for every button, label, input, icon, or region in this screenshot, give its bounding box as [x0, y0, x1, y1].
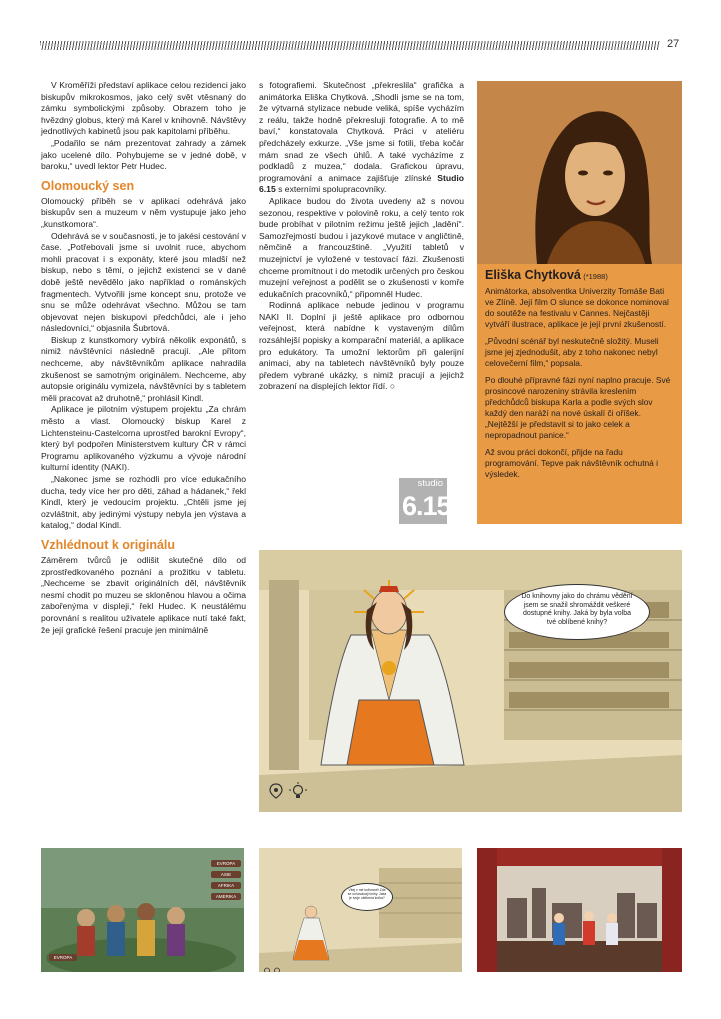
menu-item-america[interactable]: AMERIKA	[211, 893, 241, 900]
map-pin-icon[interactable]	[263, 962, 271, 970]
column-1	[41, 80, 246, 636]
paragraph-text: Rodinná aplikace nebude jedinou v programu NAKI II. Doplní ji ještě aplikace pro odbornou veřejnost, která nabídne k vystaveným dílům rozsáhlejší popisky a komparační materiál, a aplikace pro edukátory. Ta umožní lektorům při galerijní animaci, aby na tabletech návštěvníků byly pouze předem vybrané ukázky, s nimiž pracují a jejichž zobrazení na displejích lektor řídí.	[259, 300, 464, 392]
paragraph-text: s fotografiemi. Skutečnost „překreslila“ grafička a animátorka Eliška Chytková. „Shodli jsme se na tom, že výtvarná stylizace nebude veliká, spíše vycházím z reálu, takže hodně překresluji fotografie. A to mě baví,“ konstatovala Chytková. Práci v ateliéru předcházely exkurze. „Vše jsme si fotili, třeba kočár mám snad ze všech úhlů. A také vycházíme z podkladů z muzea,“ dodala. Grafickou úpravu, programování a animace zajišťuje zlínské	[259, 80, 464, 183]
continent-menu	[211, 860, 241, 904]
paragraph-text: s externími spolupracovníky.	[275, 184, 387, 195]
sidebar-paragraph: Až svou práci dokončí, přijde na řadu programování. Tepve pak návštěvník ochutná i výsledek.	[485, 447, 659, 479]
paragraph: Aplikace budou do života uvedeny až s novou sezonou, respektive v polovině roku, a celý tento rok bude probíhat v pilotním režimu ještě jejich „ladění“. Samozřejmostí budou i jazykové mutace v angličtině, němčině a francouzštině. „Využití tabletů v muzejnictví je vyložené v testovací fázi. Zkušenosti chceme promítnout i do metodik určených pro českou muzejní veřejnost a podělit se o zkušenosti v komře edukačních pracovníků,“ připomněl Hudec.	[259, 195, 464, 299]
paragraph: Biskup z kunstkomory vybírá několik exponátů, s nimiž návštěvníci následně pracují. „Ale přitom nechceme, aby návštěvníkům aplikace nahradila zkušenost se samotným originálem. Nechceme, aby autopsie originálu vymizela, návštěvníci by s tabletem měli pracovat až druhotně,“ prohlásil Kindl.	[41, 334, 246, 403]
column-2	[259, 80, 464, 393]
studio-logo	[399, 478, 451, 524]
profile-sidebar	[477, 264, 682, 524]
menu-item-asia[interactable]: ASIE	[211, 871, 241, 878]
paragraph	[259, 80, 464, 196]
header-rule	[40, 41, 660, 50]
sidebar-paragraph: „Původní scénář byl neskutečně složitý. Museli jsme jej zjednodušit, aby z toho nakonec nebyl celovečerní film,“ popsala.	[485, 336, 659, 368]
section-heading: Olomoucký sen	[41, 178, 135, 193]
paragraph: V Kroměříži představí aplikace celou rezidenci jako biskupův mikrokosmos, jako celý svět vtěsnaný do zámku symbolickými způsoby. Obrazem toho je hvězdný globus, který má Karel v knihovně. Návštěvy jednotlivých kabinetů jsou pak kapitolami příběhu.	[41, 80, 246, 137]
paragraph	[259, 300, 464, 393]
menu-item-europe[interactable]: EVROPA	[211, 860, 241, 867]
paragraph: Aplikace je pilotním výstupem projektu „Za chrám město a vlast. Olomoucký biskup Karel z Lichtensteinu-Castelcorna uprostřed barokní Evropy“, který byl podpořen Ministerstvem kultury ČR v rámci Programu aplikovaného výzkumu a vývoje národní kulturní identity (NAKI).	[41, 404, 246, 473]
sidebar-paragraph: Po dlouhé přípravné fázi nyní naplno pracuje. Své prosincové narozeniny strávila kreslením předchůdců biskupa Karla a podle svých slov každý den naráží na nové úskalí či oříšek. „Nejtěžší je představit si to jako celek a nepropadnout panice.“	[485, 375, 671, 440]
paragraph: „Nakonec jsme se rozhodli pro více edukačního ducha, tedy více her pro děti, záhad a hádanek,“ řekl Kindl, který je vedoucím projektu. „Chtěli jsme jej ozvláštnit, aby jedinými výstupy nebyla jen výstava a katalog,“ dodal Kindl.	[41, 474, 246, 531]
end-mark: ○	[389, 381, 396, 392]
paragraph: „Podařilo se nám prezentovat zahrady a zámek jako ucelené dílo. Pohybujeme se v jedné době, v baroku,“ uvedl lektor Petr Hudec.	[41, 137, 246, 172]
paragraph: Záměrem tvůrců je odlišit skutečné dílo od zprostředkovaného poznání a prožitku v tabletu. „Nechceme se zbavit originálních děl, návštěvník nesmí chodit po muzeu se skloněnou hlavou a očima zabořenýma v displeji,“ řekl Hudec. K neustálému porovnání s realitou uživatele aplikace nutí také fakt, že její grafické řešení pracuje jen minimálně	[41, 554, 246, 635]
studio-name: Studio 6.15	[259, 172, 464, 195]
profile-year: (*1988)	[583, 272, 608, 281]
theatre-scene	[477, 848, 682, 972]
studio-logo-line2: 6.15	[402, 491, 451, 521]
profile-bio: Animátorka, absolventka Univerzity Tomáše Bati ve Zlíně. Její film O slunce se dokonce nominoval do soutěže na festivalu v Cannes. Nejčastěji vytváří ilustrace, aplikace je její první zkušeností.	[485, 286, 669, 329]
studio-logo-line1: studio	[417, 478, 443, 489]
menu-item-africa[interactable]: AFRIKA	[211, 882, 241, 889]
thumbnail-theatre	[477, 848, 682, 972]
lightbulb-icon[interactable]	[273, 962, 281, 970]
small-speech-bubble: Vítej v mé knihovně! Zde se uchovávají knihy. Jaká je tvoje oblíbená kniha?	[341, 883, 393, 911]
page-number: 27	[667, 38, 680, 50]
map-pin-icon[interactable]	[267, 782, 285, 800]
thumbnail-continents	[41, 848, 244, 972]
speech-bubble: Do knihovny jako do chrámu vědění jsem se snažil shromáždit veškeré dostupné knihy. Jaká by byla volba tvé oblíbené knihy?	[504, 584, 650, 640]
lightbulb-icon[interactable]	[289, 782, 307, 800]
portrait-illustration	[477, 81, 682, 264]
paragraph: Olomoucký příběh se v aplikaci odehrává jako biskupův sen a muzeum v něm vystupuje jako jeho „kunstkomora“.	[41, 195, 246, 229]
section-heading: Vzhlédnout k originálu	[41, 537, 176, 552]
paragraph: Odehrává se v současnosti, je to jakési cestování v čase. „Potřebovali jsme si uvolnit ruce, abychom mohli pracovat i s exponáty, které jsou mladší než biskup, nebo s těmi, o jejichž existenci se v dané době ještě nevědělo jako například o románských fragmentech. Vytvořili jsme koncept snu, protože ve snu se může odehrávat všechno. Můžou se tam objevovat nejen biskupovi předchůdci, ale i jeho následovníci,“ objasnila Šubrtová.	[41, 230, 246, 334]
portrait-photo	[477, 81, 682, 264]
menu-item-europe-bottom[interactable]: EVROPA	[49, 954, 77, 961]
profile-name: Eliška Chytková	[485, 268, 581, 282]
